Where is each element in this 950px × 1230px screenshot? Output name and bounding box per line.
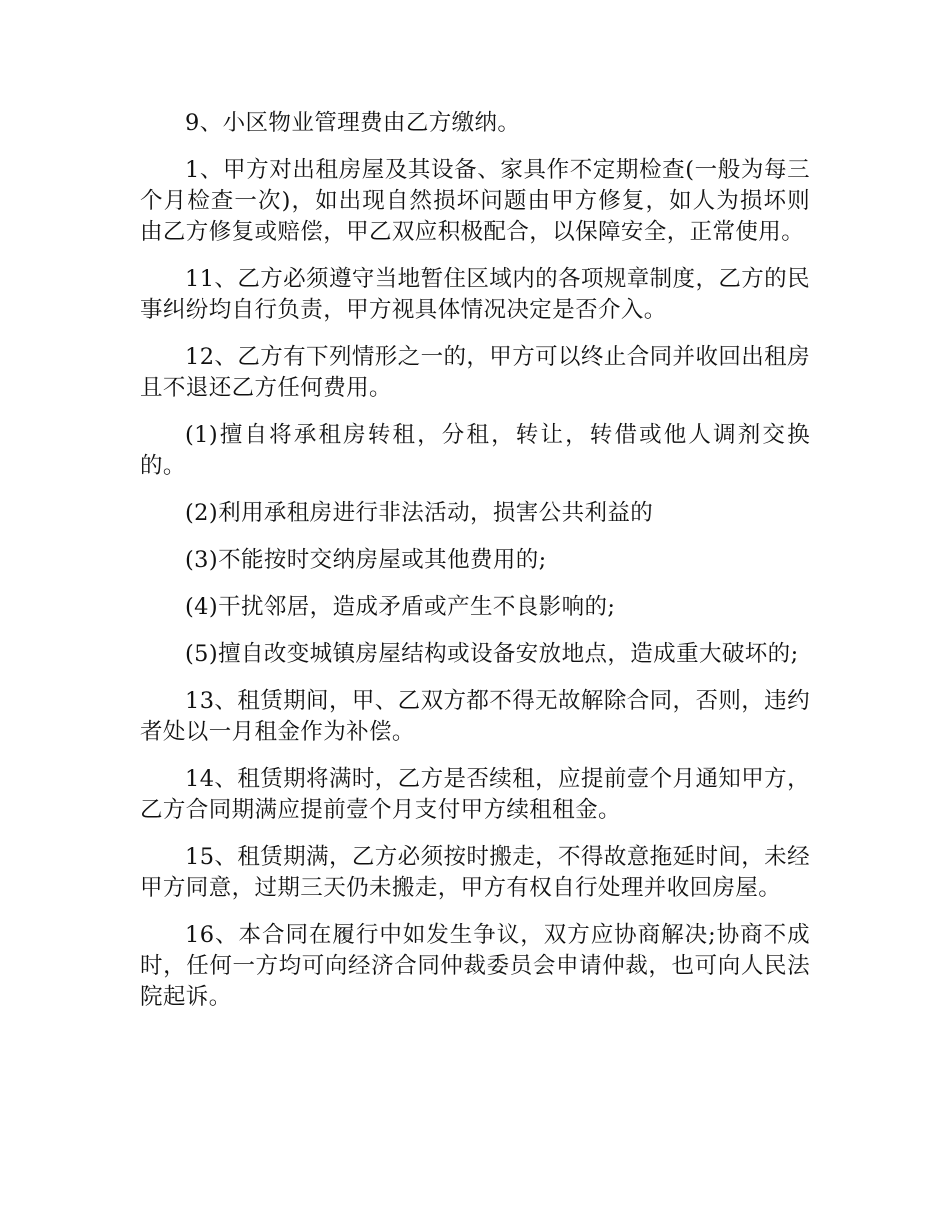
clause-12-item-3: (3)不能按时交纳房屋或其他费用的;: [185, 547, 547, 573]
clause-12: 12、乙方有下列情形之一的，甲方可以终止合同并收回出租房且不退还乙方任何费用。: [140, 344, 810, 401]
clause-12-item-1: (1)擅自将承租房转租，分租，转让，转借或他人调剂交换的。: [140, 422, 810, 479]
clause-9: 9、小区物业管理费由乙方缴纳。: [185, 110, 521, 136]
clause-12-item-4: (4)干扰邻居，造成矛盾或产生不良影响的;: [185, 594, 616, 620]
clause-11: 11、乙方必须遵守当地暂住区域内的各项规章制度，乙方的民事纠纷均自行负责，甲方视具体情况决定是否介入。: [140, 266, 810, 323]
clause-12-item-5: (5)擅自改变城镇房屋结构或设备安放地点，造成重大破坏的;: [185, 641, 799, 667]
clause-14: 14、租赁期将满时，乙方是否续租，应提前壹个月通知甲方，乙方合同期满应提前壹个月支付甲方续租租金。: [140, 766, 810, 823]
clause-inspection: 1、甲方对出租房屋及其设备、家具作不定期检查(一般为每三个月检查一次)，如出现自然损坏问题由甲方修复，如人为损坏则由乙方修复或赔偿，甲乙双应积极配合，以保障安全，正常使用。: [140, 157, 810, 245]
clause-12-item-2: (2)利用承租房进行非法活动，损害公共利益的: [185, 500, 654, 526]
document-page: [140, 108, 810, 1029]
clause-13: 13、租赁期间，甲、乙双方都不得无故解除合同，否则，违约者处以一月租金作为补偿。: [140, 688, 810, 745]
clause-16: 16、本合同在履行中如发生争议，双方应协商解决;协商不成时，任何一方均可向经济合同仲裁委员会申请仲裁，也可向人民法院起诉。: [140, 922, 810, 1010]
clause-15: 15、租赁期满，乙方必须按时搬走，不得故意拖延时间，未经甲方同意，过期三天仍未搬走，甲方有权自行处理并收回房屋。: [140, 844, 810, 901]
